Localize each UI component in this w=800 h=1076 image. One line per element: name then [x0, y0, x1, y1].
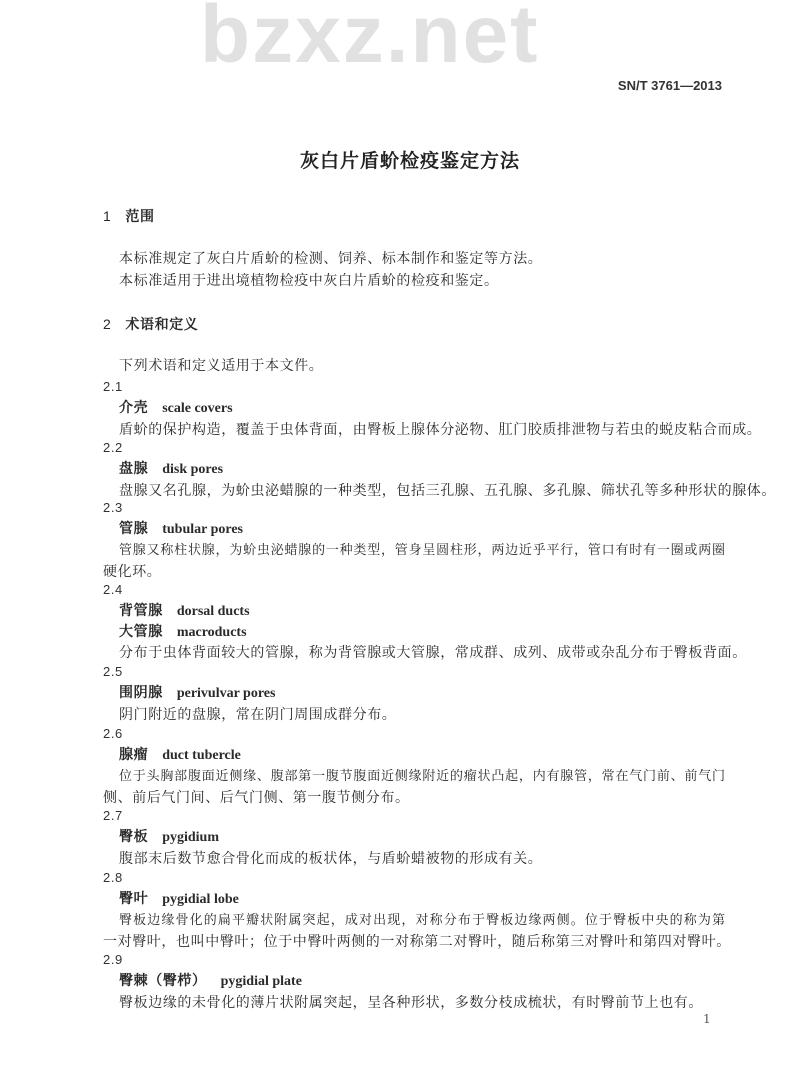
- section-2-heading: [103, 315, 198, 334]
- term-number: 2.8: [103, 870, 123, 885]
- definition-text: 臀板边缘的未骨化的薄片状附属突起，呈各种形状，多数分枝成梳状，有时臀前节上也有。: [119, 994, 703, 1011]
- term-number: 2.4: [103, 582, 123, 597]
- definition-text: 阴门附近的盘腺，常在阴门周围成群分布。: [119, 706, 397, 723]
- definition-text: 分布于虫体背面较大的管腺，称为背管腺或大管腺，常成群、成列、成带或杂乱分布于臀板背面。: [119, 645, 747, 661]
- watermark: bzxz.net: [200, 0, 540, 80]
- section-number: 1: [103, 208, 112, 224]
- definition-text: 盘腺又名孔腺，为蚧虫泌蜡腺的一种类型，包括三孔腺、五孔腺、多孔腺、筛状孔等多种形状的腺体。: [119, 482, 776, 499]
- term-english: tubular pores: [162, 522, 243, 537]
- term-chinese: 臀板: [119, 829, 149, 845]
- term-number: 2.2: [103, 440, 123, 455]
- term-english: pygidium: [162, 830, 220, 845]
- term-chinese: 臀棘（臀栉）: [119, 973, 207, 989]
- section-title: 范围: [125, 209, 155, 225]
- term-number: 2.7: [103, 808, 123, 823]
- term-number: 2.6: [103, 726, 123, 741]
- definition-text: 位于头胸部腹面近侧缘、腹部第一腹节腹面近侧缘附近的瘤状凸起，内有腺管，常在气门前、前气门: [119, 768, 725, 784]
- term-chinese: 腺瘤: [119, 747, 149, 763]
- page-number: 1: [703, 1012, 711, 1026]
- term-heading: [119, 520, 243, 539]
- section-1-heading: [103, 207, 155, 226]
- term-heading: [119, 828, 219, 847]
- term-heading: [119, 972, 302, 991]
- term-heading: [119, 460, 223, 479]
- standard-number: SN/T 3761—2013: [617, 78, 722, 93]
- section-title: 术语和定义: [125, 317, 199, 333]
- term-chinese: 介壳: [119, 400, 149, 416]
- term-heading: [119, 602, 250, 621]
- term-chinese: 盘腺: [119, 461, 149, 477]
- term-number: 2.1: [103, 379, 123, 394]
- term-number: 2.5: [103, 664, 123, 679]
- term-chinese: 背管腺: [119, 603, 163, 619]
- term-chinese: 臀叶: [119, 891, 149, 907]
- term-english: duct tubercle: [162, 748, 241, 763]
- term-chinese: 管腺: [119, 521, 149, 537]
- term-english: disk pores: [162, 462, 224, 477]
- definition-text: 侧、前后气门间、后气门侧、第一腹节侧分布。: [103, 790, 410, 806]
- term-heading: [119, 684, 275, 703]
- paragraph: 下列术语和定义适用于本文件。: [119, 358, 324, 374]
- term-english: scale covers: [162, 401, 233, 416]
- term-english: dorsal ducts: [176, 604, 250, 619]
- term-number: 2.9: [103, 952, 123, 967]
- definition-text: 腹部末后数节愈合骨化而成的板状体，与盾蚧蜡被物的形成有关。: [119, 850, 543, 867]
- term-number: 2.3: [103, 500, 123, 515]
- term-heading: [119, 623, 247, 642]
- term-heading: [119, 890, 239, 909]
- section-number: 2: [103, 316, 112, 332]
- term-english: macroducts: [176, 624, 247, 640]
- definition-text: 硬化环。: [103, 564, 162, 580]
- definition-text: 臀板边缘骨化的扁平瓣状附属突起，成对出现，对称分布于臀板边缘两侧。位于臀板中央的称为第: [119, 912, 725, 928]
- term-english: pygidial plate: [220, 974, 302, 989]
- paragraph: 本标准规定了灰白片盾蚧的检测、饲养、标本制作和鉴定等方法。: [119, 251, 543, 267]
- definition-text: 盾蚧的保护构造，覆盖于虫体背面，由臀板上腺体分泌物、肛门胶质排泄物与若虫的蜕皮粘合而成。: [119, 421, 762, 438]
- term-chinese: 围阴腺: [119, 685, 163, 701]
- paragraph: 本标准适用于进出境植物检疫中灰白片盾蚧的检疫和鉴定。: [119, 273, 499, 289]
- definition-text: 管腺又称柱状腺，为蚧虫泌蜡腺的一种类型，管身呈圆柱形，两边近乎平行，管口有时有一圈或两圈: [119, 542, 725, 558]
- term-heading: [119, 746, 241, 765]
- term-chinese: 大管腺: [119, 623, 163, 640]
- term-english: perivulvar pores: [176, 686, 276, 701]
- term-english: pygidial lobe: [162, 892, 239, 907]
- definition-text: 一对臀叶，也叫中臀叶；位于中臀叶两侧的一对称第二对臀叶，随后称第三对臀叶和第四对臀叶。: [103, 934, 731, 950]
- document-title: 灰白片盾蚧检疫鉴定方法: [299, 150, 520, 172]
- term-heading: [119, 399, 233, 418]
